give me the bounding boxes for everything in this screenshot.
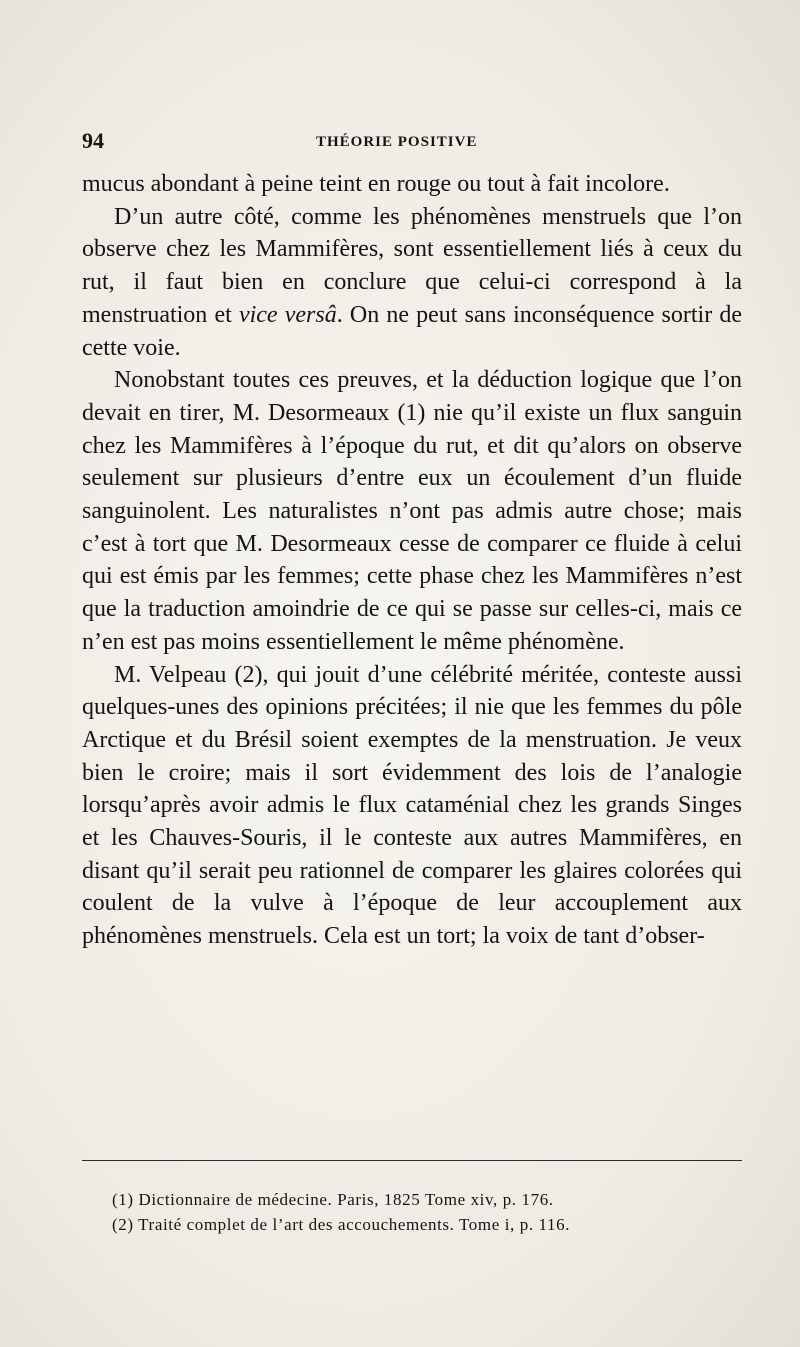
body-text [82, 168, 742, 953]
page-header [82, 128, 742, 158]
paragraph-continuation [82, 168, 742, 201]
emphasis-vice-versa: vice versâ [238, 301, 337, 328]
running-head: THÉORIE POSITIVE [316, 134, 478, 150]
paragraph-desormeaux [82, 364, 742, 658]
page-number: 94 [82, 128, 104, 153]
paragraph-velpeau [82, 659, 742, 953]
footnote-2: (2) Traité complet de l’art des accouchements. Tome i, p. 116. [112, 1215, 571, 1234]
paragraph-text: D’un autre côté, comme les phénomènes menstruels que l’on observe chez les Mammifères, sont essentiellement liés à ceux du rut, il faut bien en conclure que celui-ci correspond à la menstruation et [82, 203, 742, 328]
paragraph-rut-comparison [82, 201, 742, 365]
paragraph-tail: . On ne peut sans inconséquence sortir de cette voie. [82, 301, 742, 361]
paragraph-text: mucus abondant à peine teint en rouge ou tout à fait incolore. [82, 171, 670, 197]
paragraph-text: M. Velpeau (2), qui jouit d’une célébrité méritée, conteste aussi quelques-unes des opinions précitées; il nie que les femmes du pôle Arctique et du Brésil soient exemptes de la menstruation. Je veux bien le croire; mais il sort évidemment des lois de l’analogie lorsqu’après avoir admis le flux cataménial chez les grands Singes et les Chauves-Souris, il le conteste aux autres Mammifères, en disant qu’il serait peu rationnel de comparer les glaires colorées qui coulent de la vulve à l’époque de leur accouplement aux phénomènes menstruels. Cela est un tort; la voix de tant d’obser- [82, 661, 742, 950]
paragraph-text: Nonobstant toutes ces preuves, et la déduction logique que l’on devait en tirer, M. Desormeaux (1) nie qu’il existe un flux sanguin chez les Mammifères à l’époque du rut, et dit qu’alors on observe seulement sur plusieurs d’entre eux un écoulement d’un fluide sanguinolent. Les naturalistes n’ont pas admis autre chose; mais c’est à tort que M. Desormeaux cesse de comparer ce fluide à celui qui est émis par les femmes; cette phase chez les Mammifères n’est que la traduction amoindrie de ce qui se passe sur celles-ci, mais ce n’en est pas moins essentiellement le même phénomène. [82, 367, 742, 655]
footnotes [112, 1187, 752, 1237]
footnote-1: (1) Dictionnaire de médecine. Paris, 1825 Tome xiv, p. 176. [112, 1190, 554, 1209]
footnote-divider [82, 1160, 742, 1161]
